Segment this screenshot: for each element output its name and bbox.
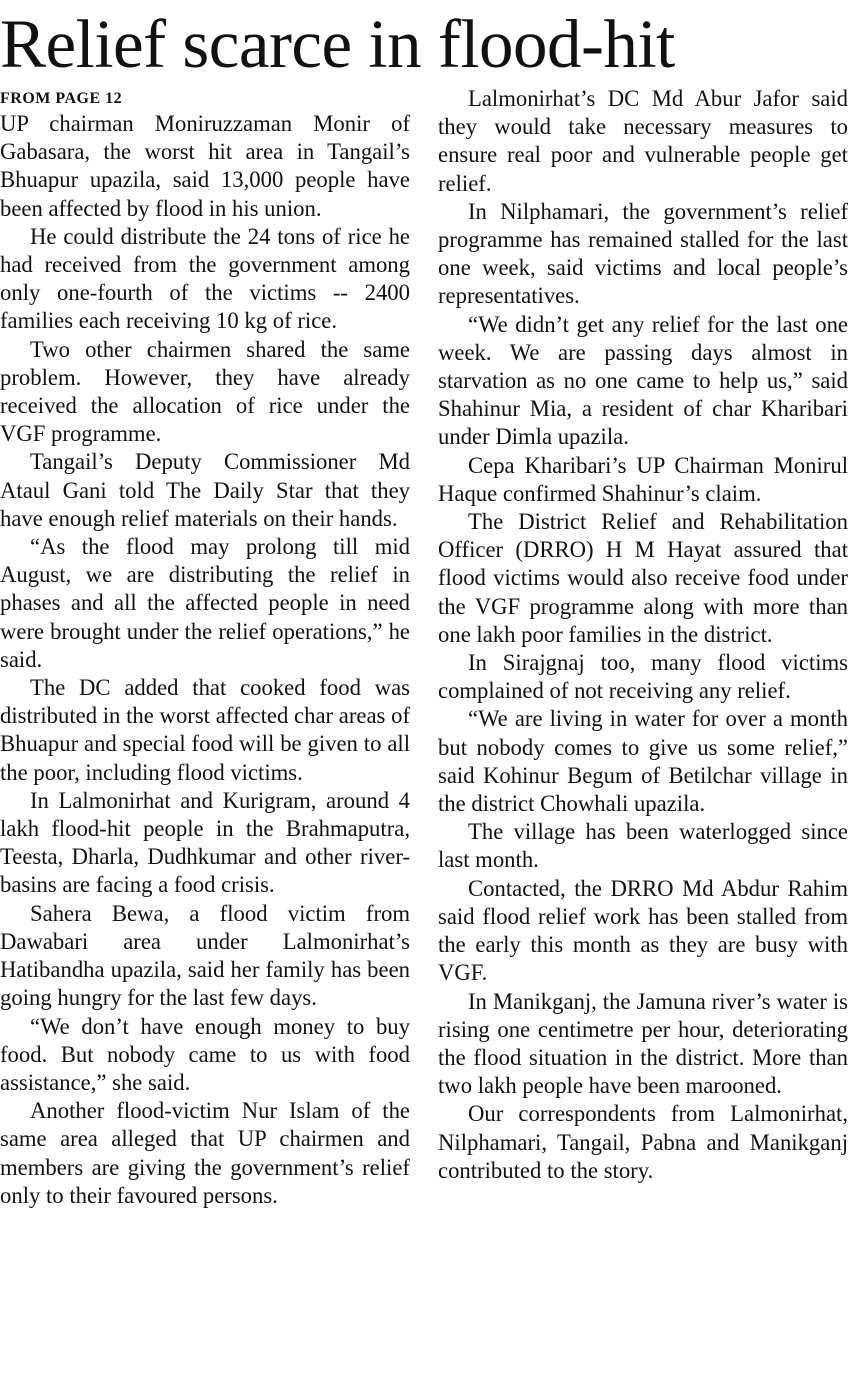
- paragraph: Cepa Kharibari’s UP Chairman Monirul Haque confirmed Shahinur’s claim.: [438, 452, 848, 506]
- paragraph: Lalmonirhat’s DC Md Abur Jafor said they would take necessary measures to ensure real poor and vulnerable people get relief.: [438, 86, 848, 196]
- paragraph: Contacted, the DRRO Md Abdur Rahim said flood relief work has been stalled from the early this month as they are busy with VGF.: [438, 875, 848, 986]
- paragraph: In Lalmonirhat and Kurigram, around 4 lakh flood-hit people in the Brahmaputra, Teesta, Dharla, Dudhkumar and other river-basins are facing a food crisis.: [0, 787, 410, 898]
- headline: Relief scarce in flood-hit: [0, 6, 675, 82]
- paragraph: Tangail’s Deputy Commissioner Md Ataul Gani told The Daily Star that they have enough relief materials on their hands.: [0, 449, 410, 531]
- article-column-left: [0, 87, 410, 1210]
- paragraph: He could distribute the 24 tons of rice he had received from the government among only one-fourth of the victims -- 2400 families each receiving 10 kg of rice.: [0, 223, 410, 334]
- paragraph: Our correspondents from Lalmonirhat, Nilphamari, Tangail, Pabna and Manikganj contributed to the story.: [438, 1101, 848, 1183]
- paragraph: The District Relief and Rehabilitation Officer (DRRO) H M Hayat assured that flood victims would also receive food under the VGF programme along with more than one lakh poor families in the district.: [438, 509, 848, 647]
- paragraph: Two other chairmen shared the same problem. However, they have already received the allocation of rice under the VGF programme.: [0, 336, 410, 447]
- article-column-right: [438, 85, 848, 1185]
- paragraph: “We are living in water for over a month but nobody comes to give us some relief,” said Kohinur Begum of Betilchar village in the district Chowhali upazila.: [438, 706, 848, 817]
- paragraph: UP chairman Moniruzzaman Monir of Gabasara, the worst hit area in Tangail’s Bhuapur upazila, said 13,000 people have been affected by flood in his union.: [0, 111, 410, 221]
- paragraph: Another flood-victim Nur Islam of the same area alleged that UP chairmen and members are giving the government’s relief only to their favoured persons.: [0, 1098, 410, 1208]
- continuation-kicker: FROM PAGE 12: [0, 90, 123, 107]
- paragraph: In Sirajgnaj too, many flood victims complained of not receiving any relief.: [438, 650, 848, 704]
- paragraph: The village has been waterlogged since last month.: [438, 819, 848, 873]
- paragraph: “We don’t have enough money to buy food. But nobody came to us with food assistance,” she said.: [0, 1013, 410, 1095]
- paragraph: “As the flood may prolong till mid August, we are distributing the relief in phases and all the affected people in need were brought under the relief operations,” he said.: [0, 534, 410, 672]
- paragraph: Sahera Bewa, a flood victim from Dawabari area under Lalmonirhat’s Hatibandha upazila, said her family has been going hungry for the last few days.: [0, 900, 410, 1011]
- paragraph: “We didn’t get any relief for the last one week. We are passing days almost in starvation as no one came to help us,” said Shahinur Mia, a resident of char Kharibari under Dimla upazila.: [438, 311, 848, 450]
- paragraph: In Nilphamari, the government’s relief programme has remained stalled for the last one week, said victims and local people’s representatives.: [438, 198, 848, 309]
- paragraph: The DC added that cooked food was distributed in the worst affected char areas of Bhuapur and special food will be given to all the poor, including flood victims.: [0, 675, 410, 785]
- paragraph: In Manikganj, the Jamuna river’s water is rising one centimetre per hour, deteriorating the flood situation in the district. More than two lakh people have been marooned.: [438, 988, 848, 1099]
